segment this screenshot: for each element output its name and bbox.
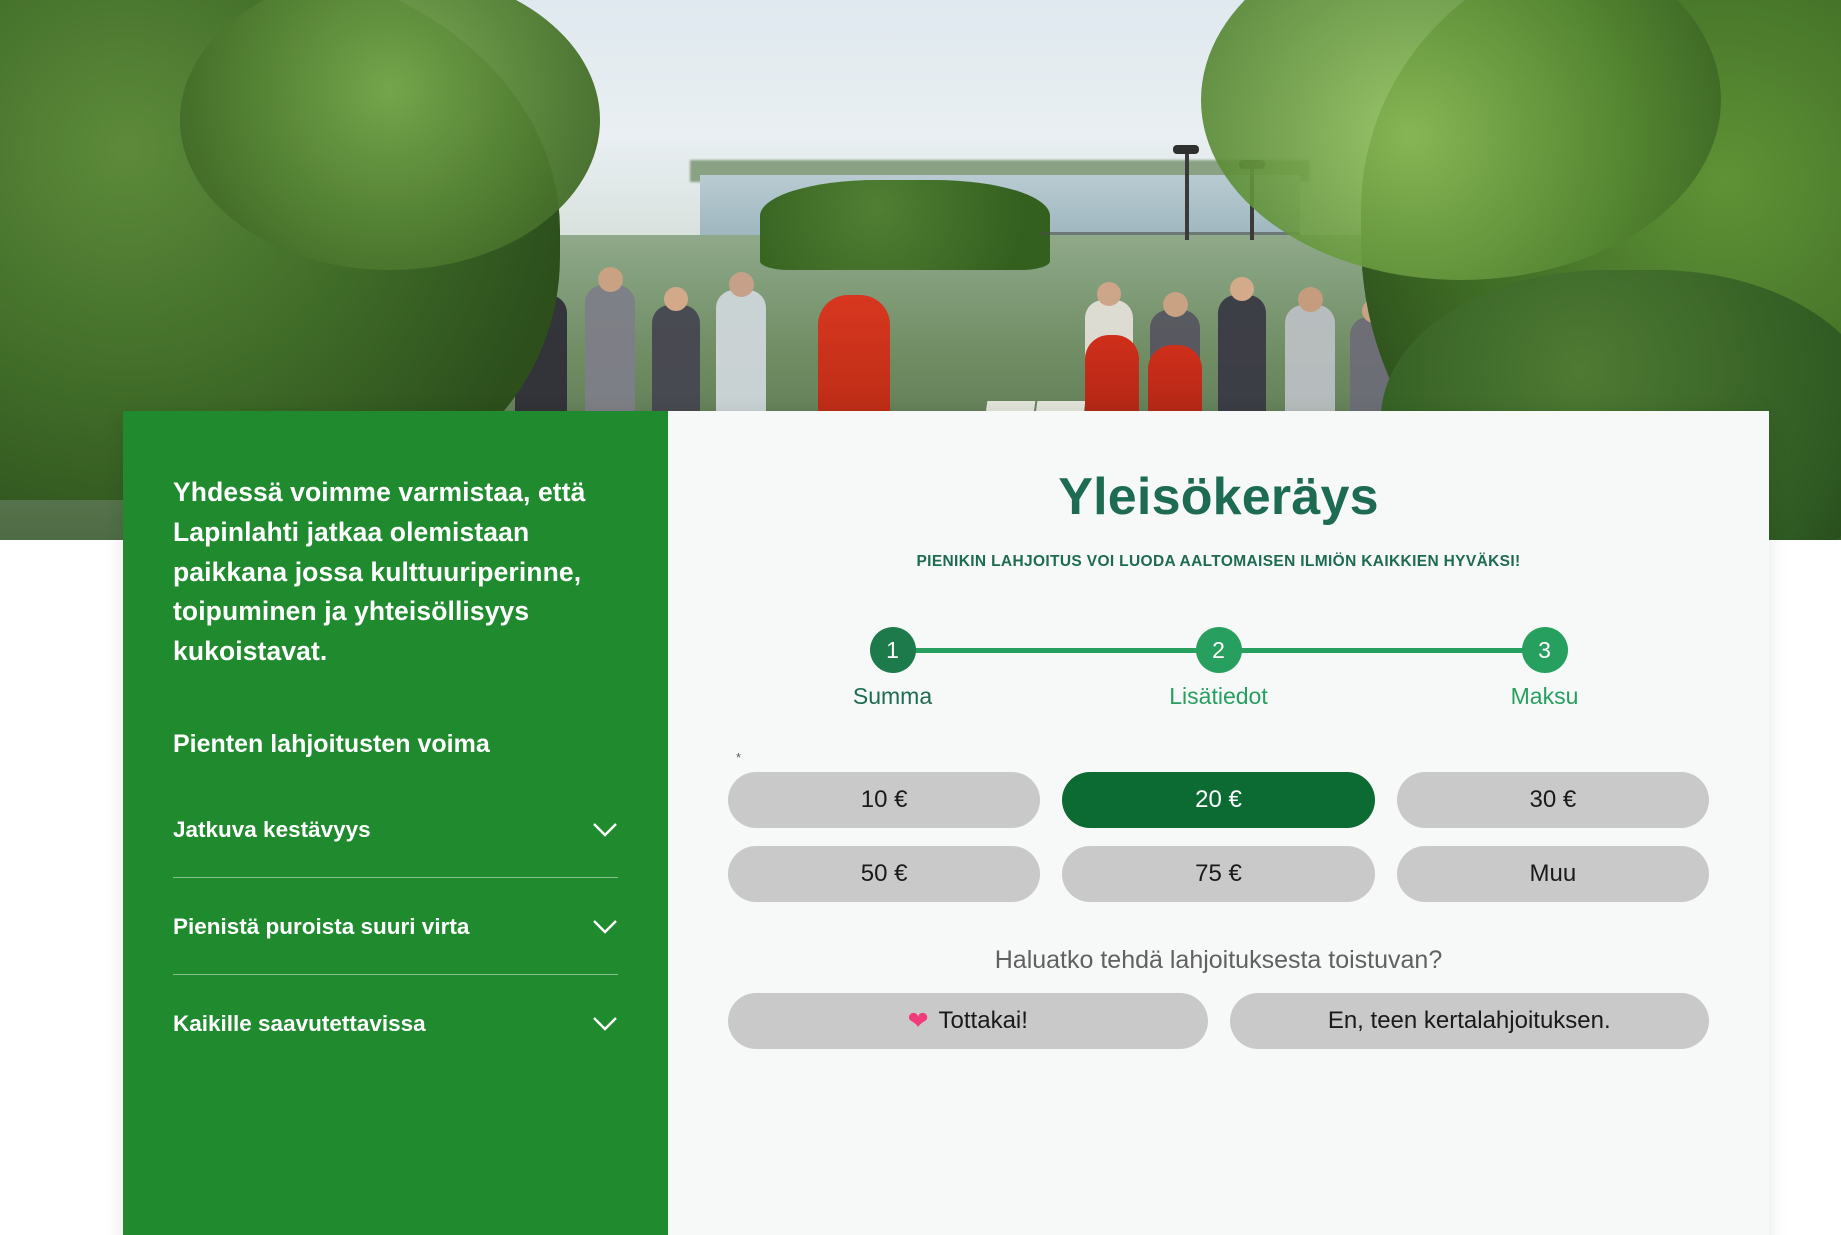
progress-stepper	[852, 627, 1579, 713]
chevron-down-icon	[592, 919, 618, 934]
recurring-no-button[interactable]	[1230, 993, 1710, 1049]
amount-button-10[interactable]: 10 €	[728, 772, 1040, 828]
donation-form	[668, 411, 1769, 1235]
heart-icon: ❤	[907, 1006, 929, 1035]
chevron-down-icon	[592, 822, 618, 837]
accordion-label: Pienistä puroista suuri virta	[173, 913, 470, 939]
page-title: Yleisökeräys	[1058, 468, 1379, 526]
amount-button-30[interactable]: 30 €	[1397, 772, 1709, 828]
panel-heading: Pienten lahjoitusten voima	[173, 729, 490, 758]
step-number: 3	[1522, 627, 1568, 673]
amount-button-other[interactable]: Muu	[1397, 846, 1709, 902]
accordion-item-kaikille-saavutettavissa[interactable]	[173, 1011, 618, 1071]
step-label: Summa	[852, 683, 933, 709]
recurring-yes-button[interactable]	[728, 993, 1208, 1049]
step-label: Maksu	[1510, 683, 1579, 709]
accordion-label: Kaikille saavutettavissa	[173, 1010, 426, 1036]
step-1-summa[interactable]	[833, 627, 953, 710]
recurring-options	[728, 993, 1709, 1049]
required-field-marker	[736, 750, 1709, 765]
recurring-no-label: En, teen kertalahjoituksen.	[1327, 1007, 1611, 1035]
amount-button-50[interactable]: 50 €	[728, 846, 1040, 902]
recurring-yes-label: Tottakai!	[938, 1007, 1028, 1035]
info-panel	[123, 411, 668, 1235]
form-subtitle: PIENIKIN LAHJOITUS VOI LUODA AALTOMAISEN ILMIÖN KAIKKIEN HYVÄKSI!	[916, 553, 1521, 570]
amount-button-75[interactable]: 75 €	[1062, 846, 1374, 902]
amount-options	[728, 772, 1709, 902]
amount-button-20[interactable]: 20 €	[1062, 772, 1374, 828]
accordion-item-pienista-puroista-suuri-virta[interactable]	[173, 914, 618, 975]
step-number: 1	[870, 627, 916, 673]
chevron-down-icon	[592, 1016, 618, 1031]
step-3-maksu[interactable]	[1485, 627, 1605, 710]
donation-card	[123, 411, 1769, 1235]
recurring-question: Haluatko tehdä lahjoituksesta toistuvan?	[994, 946, 1443, 975]
step-number: 2	[1196, 627, 1242, 673]
accordion-item-jatkuva-kestavyys[interactable]	[173, 817, 618, 878]
accordion-label: Jatkuva kestävyys	[173, 816, 371, 842]
lamp-head-icon	[1173, 145, 1199, 154]
intro-text: Yhdessä voimme varmistaa, että Lapinlahti jatkaa olemistaan paikkana jossa kulttuuriperinne, toipuminen ja yhteisöllisyys kukoistavat.	[173, 477, 586, 666]
step-label: Lisätiedot	[1169, 683, 1268, 709]
required-asterisk: *	[736, 750, 744, 765]
step-2-lisatiedot[interactable]	[1159, 627, 1279, 710]
